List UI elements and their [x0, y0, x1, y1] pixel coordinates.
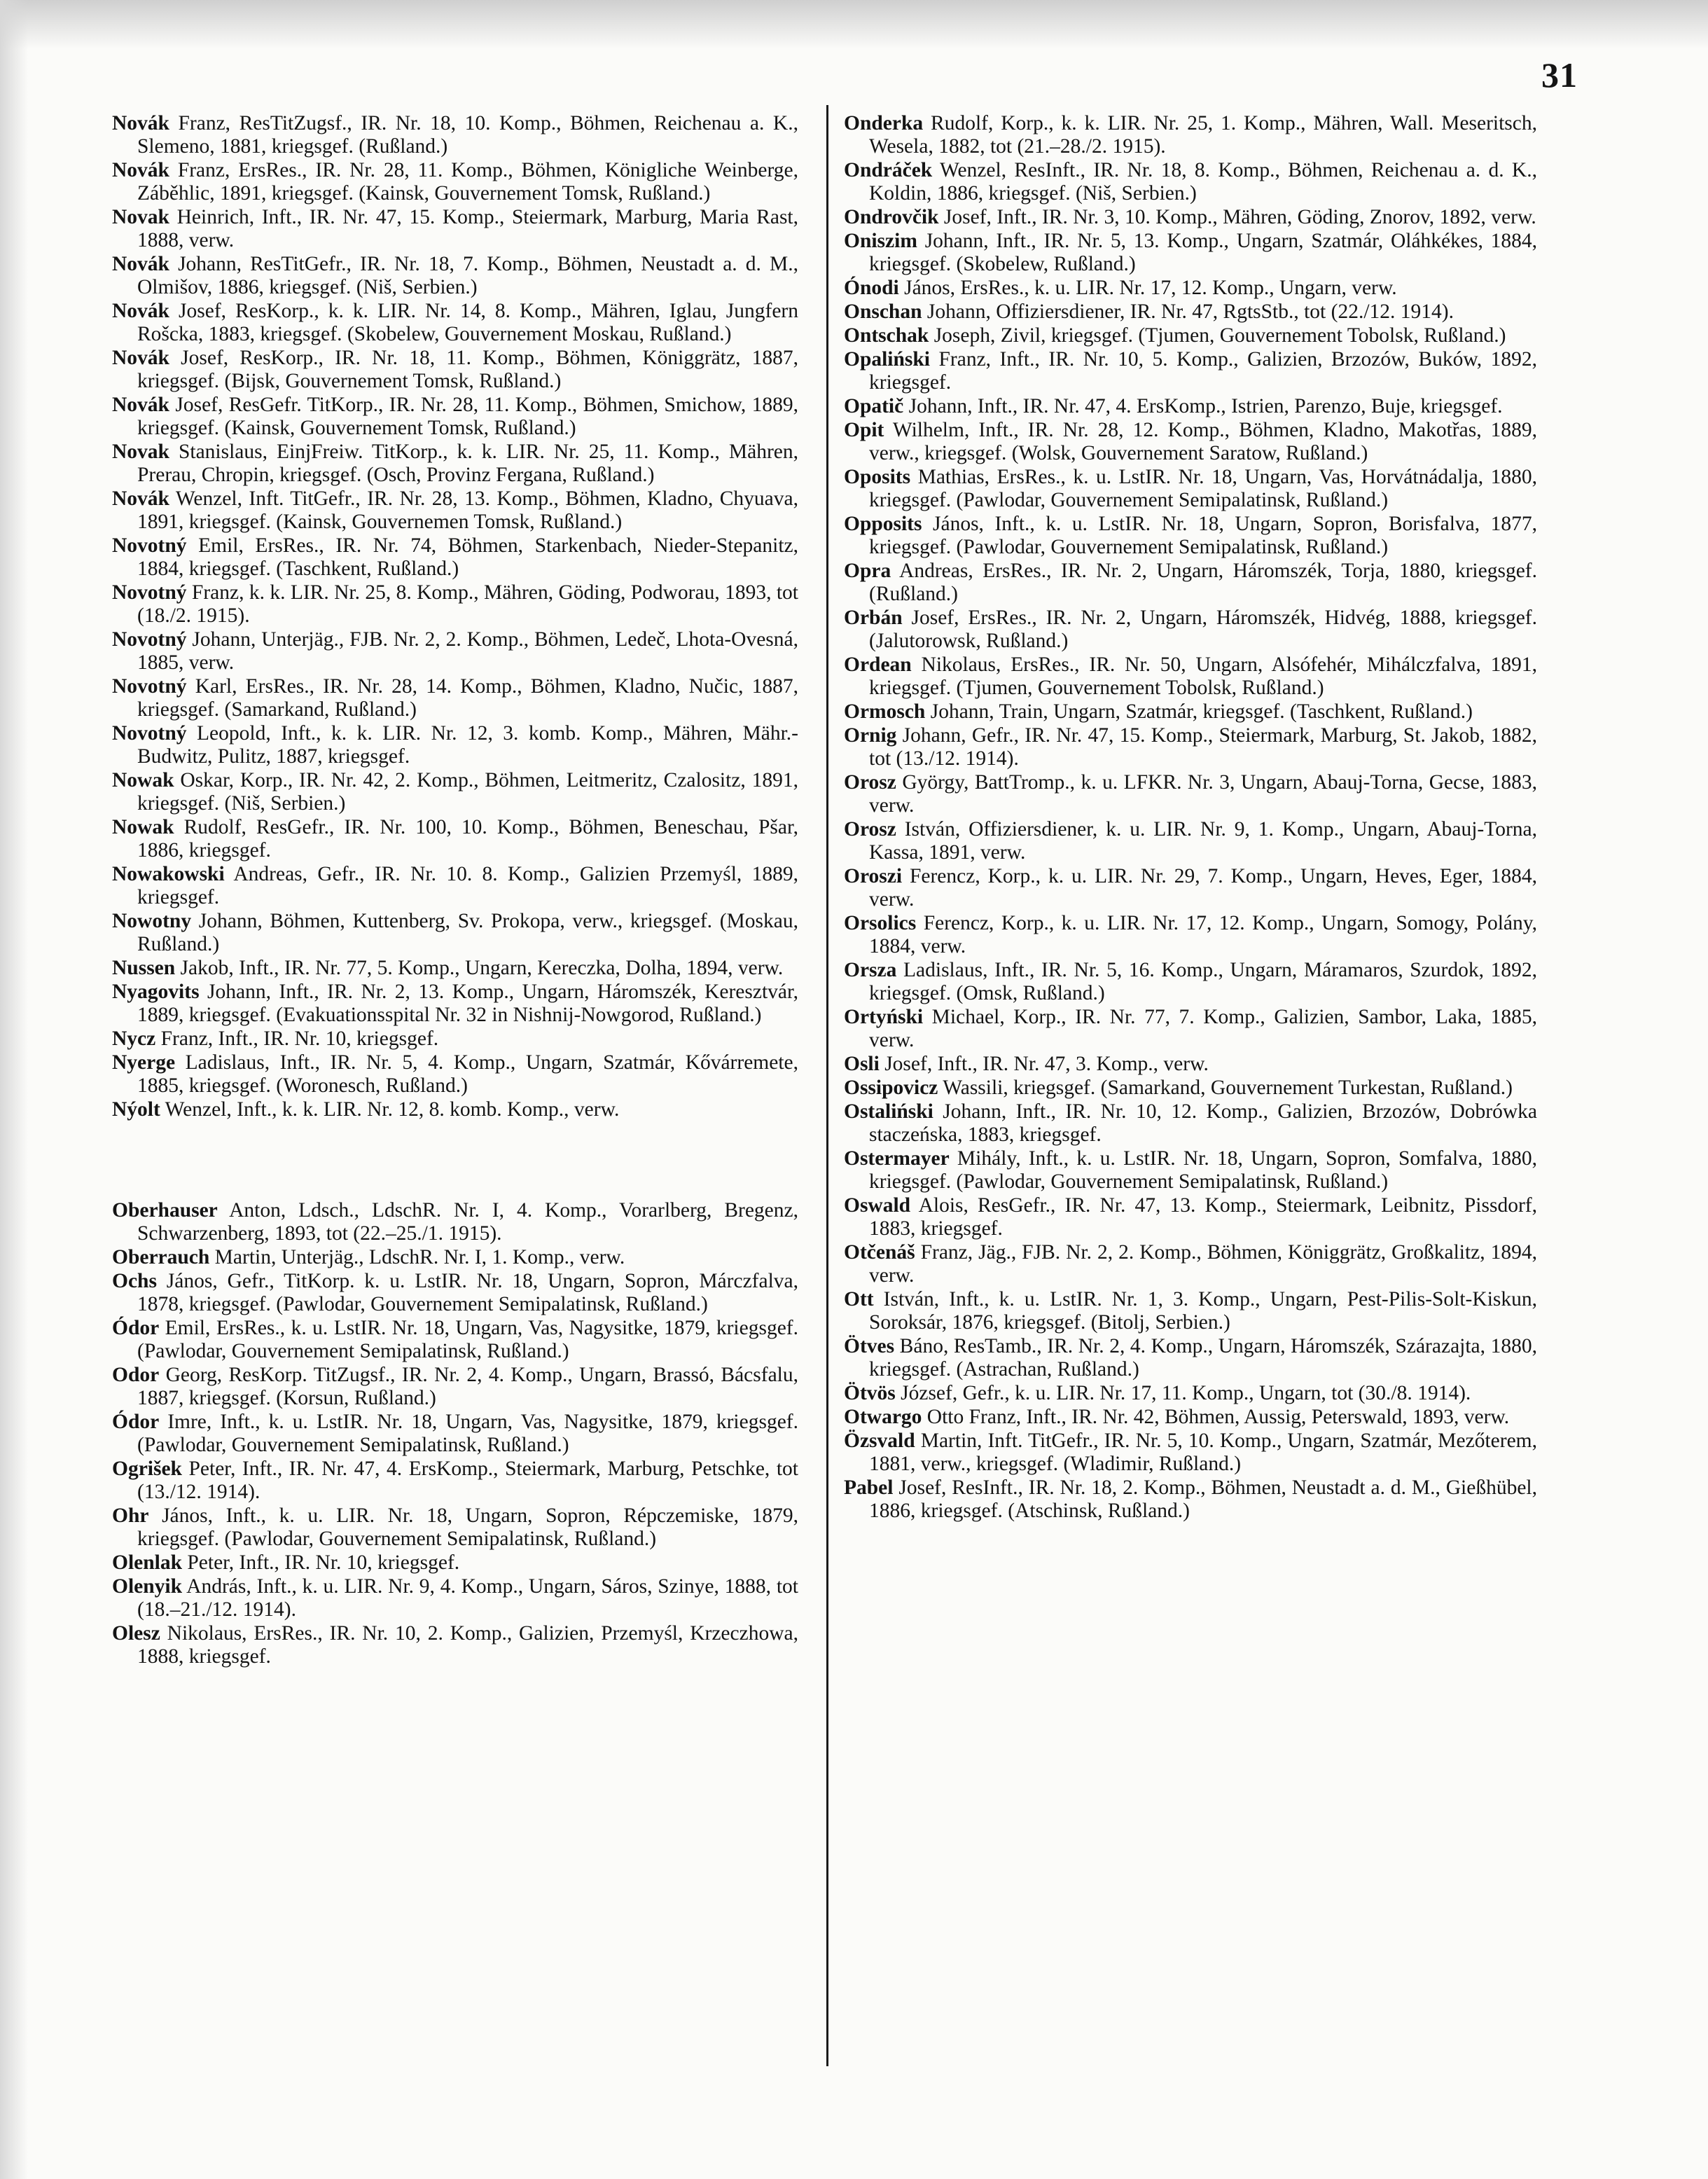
entry-surname: Ötves: [844, 1335, 895, 1357]
entry-surname: Ochs: [112, 1270, 157, 1292]
entry-surname: Ormosch: [844, 700, 926, 723]
entry-details: János, ErsRes., k. u. LIR. Nr. 17, 12. Komp., Ungarn, verw.: [898, 277, 1397, 299]
entry-surname: Onschan: [844, 300, 922, 323]
register-entry: [112, 1458, 798, 1504]
register-entry: [112, 1246, 798, 1269]
entry-surname: Nycz: [112, 1028, 156, 1050]
register-entry: [112, 1317, 798, 1363]
entry-details: Wenzel, Inft. TitGefr., IR. Nr. 28, 13. Komp., Böhmen, Kladno, Chyuava, 1891, kriegsgef. (Kainsk, Gouvernemen Tomsk, Rußland.): [137, 487, 798, 533]
entry-details: Josef, ErsRes., IR. Nr. 2, Ungarn, Háromszék, Hidvég, 1888, kriegsgef. (Jalutorowsk, Rußland.): [869, 607, 1537, 652]
entry-surname: Ódor: [112, 1411, 160, 1433]
entry-surname: Opaliński: [844, 348, 930, 371]
entry-details: Leopold, Inft., k. k. LIR. Nr. 12, 3. komb. Komp., Mähren, Mähr.- Budwitz, Pulitz, 1887, kriegsgef.: [137, 722, 798, 768]
register-entry: [112, 534, 798, 581]
register-entry: [112, 1411, 798, 1457]
entry-details: Emil, ErsRes., k. u. LstIR. Nr. 18, Ungarn, Vas, Nagysitke, 1879, kriegsgef. (Pawlodar, Gouvernement Semipalatinsk, Rußland.): [137, 1317, 798, 1362]
register-entry: [844, 1100, 1537, 1147]
register-entry: [844, 230, 1537, 276]
register-entry: [844, 959, 1537, 1005]
register-entry: [112, 1270, 798, 1316]
entry-details: Josef, Inft., IR. Nr. 3, 10. Komp., Mähren, Göding, Znorov, 1892, verw.: [938, 206, 1536, 228]
register-entry: [844, 818, 1537, 864]
register-entry: [844, 912, 1537, 958]
register-entry: [844, 771, 1537, 817]
entry-surname: Novotný: [112, 722, 187, 745]
register-entry: [112, 1551, 798, 1575]
entry-details: Johann, Train, Ungarn, Szatmár, kriegsgef. (Taschkent, Rußland.): [925, 700, 1473, 723]
register-entry: [844, 466, 1537, 512]
entry-details: Josef, ResGefr. TitKorp., IR. Nr. 28, 11. Komp., Böhmen, Smichow, 1889, kriegsgef. (Kainsk, Gouvernement Tomsk, Rußland.): [137, 394, 798, 439]
entry-details: Wenzel, ResInft., IR. Nr. 18, 8. Komp., Böhmen, Reichenau a. d. K., Koldin, 1886, kriegsgef. (Niš, Serbien.): [869, 159, 1537, 205]
entry-surname: Nowakowski: [112, 863, 225, 885]
register-entry: [844, 1382, 1537, 1405]
entry-details: József, Gefr., k. u. LIR. Nr. 17, 11. Komp., Ungarn, tot (30./8. 1914).: [895, 1382, 1471, 1404]
register-entry: [112, 441, 798, 487]
entry-surname: Novák: [112, 112, 169, 134]
entry-surname: Özsvald: [844, 1430, 915, 1452]
register-entry: [112, 910, 798, 956]
entry-details: Joseph, Zivil, kriegsgef. (Tjumen, Gouvernement Tobolsk, Rußland.): [929, 324, 1506, 347]
entry-details: Josef, ResInft., IR. Nr. 18, 2. Komp., Böhmen, Neustadt a. d. M., Gießhübel, 1886, kriegsgef. (Atschinsk, Rußland.): [869, 1476, 1537, 1522]
entry-surname: Olesz: [112, 1622, 160, 1645]
register-entry: [112, 206, 798, 252]
entry-details: Johann, Offiziersdiener, IR. Nr. 47, RgtsStb., tot (22./12. 1914).: [922, 300, 1454, 323]
entry-details: Mathias, ErsRes., k. u. LstIR. Nr. 18, Ungarn, Vas, Horvátnádalja, 1880, kriegsgef. (Pawlodar, Gouvernement Semipalatinsk, Rußland.): [869, 466, 1537, 511]
entry-surname: Opposits: [844, 513, 922, 535]
page-left-shadow: [0, 0, 28, 2179]
entry-surname: Ordean: [844, 653, 912, 676]
register-entry: [112, 1051, 798, 1098]
entry-surname: Novák: [112, 487, 169, 510]
entry-surname: Osli: [844, 1053, 880, 1075]
entry-details: Franz, Inft., IR. Nr. 10, 5. Komp., Galizien, Brzozów, Buków, 1892, kriegsgef.: [869, 348, 1537, 394]
entry-surname: Oberrauch: [112, 1246, 210, 1268]
entry-surname: Ondrovčik: [844, 206, 939, 228]
register-entry: [844, 865, 1537, 911]
entry-group-n: [112, 112, 798, 1121]
entry-details: János, Inft., k. u. LIR. Nr. 18, Ungarn, Sopron, Répczemiske, 1879, kriegsgef. (Pawlodar, Gouvernement Semipalatinsk, Rußland.): [137, 1504, 798, 1550]
entry-details: Oskar, Korp., IR. Nr. 42, 2. Komp., Böhmen, Leitmeritz, Czalositz, 1891, kriegsgef. (Niš, Serbien.): [137, 769, 798, 815]
entry-details: Johann, Inft., IR. Nr. 47, 4. ErsKomp., Istrien, Parenzo, Buje, kriegsgef.: [903, 395, 1503, 417]
register-entry: [844, 1476, 1537, 1523]
section-gap: [112, 1122, 798, 1199]
register-entry: [844, 1077, 1537, 1100]
entry-surname: Odor: [112, 1364, 160, 1386]
entry-details: Ferencz, Korp., k. u. LIR. Nr. 29, 7. Komp., Ungarn, Heves, Eger, 1884, verw.: [869, 865, 1537, 911]
page-number: 31: [1541, 55, 1578, 95]
entry-surname: Olenlak: [112, 1551, 182, 1574]
register-entry: [112, 1364, 798, 1410]
register-entry: [844, 1147, 1537, 1194]
left-column: [112, 112, 798, 1669]
entry-surname: Ódor: [112, 1317, 160, 1339]
entry-details: Ladislaus, Inft., IR. Nr. 5, 16. Komp., Ungarn, Máramaros, Szurdok, 1892, kriegsgef. (Omsk, Rußland.): [869, 959, 1537, 1004]
entry-details: Wassili, kriegsgef. (Samarkand, Gouvernement Turkestan, Rußland.): [938, 1077, 1513, 1099]
entry-details: Peter, Inft., IR. Nr. 47, 4. ErsKomp., Steiermark, Marburg, Petschke, tot (13./12. 1914).: [137, 1458, 798, 1503]
register-entry: [844, 206, 1537, 229]
register-entry: [844, 1194, 1537, 1240]
entry-surname: Ostermayer: [844, 1147, 950, 1170]
register-entry: [844, 1288, 1537, 1334]
entry-surname: Nowotny: [112, 910, 192, 932]
entry-surname: Ossipovicz: [844, 1077, 938, 1099]
entry-surname: Novotný: [112, 581, 187, 604]
entry-surname: Oroszi: [844, 865, 903, 887]
entry-details: Johann, Inft., IR. Nr. 10, 12. Komp., Galizien, Brzozów, Dobrówka staczeńska, 1883, kriegsgef.: [869, 1100, 1537, 1146]
entry-details: Mihály, Inft., k. u. LstIR. Nr. 18, Ungarn, Sopron, Somfalva, 1880, kriegsgef. (Pawlodar, Gouvernement Semipalatinsk, Rußland.): [869, 1147, 1537, 1193]
entry-surname: Opatič: [844, 395, 904, 417]
entry-details: Martin, Inft. TitGefr., IR. Nr. 5, 10. Komp., Ungarn, Szatmár, Mezőterem, 1881, verw., kriegsgef. (Wladimir, Rußland.): [869, 1430, 1537, 1475]
entry-details: Emil, ErsRes., IR. Nr. 74, Böhmen, Starkenbach, Nieder-Stepanitz, 1884, kriegsgef. (Taschkent, Rußland.): [137, 534, 798, 580]
entry-details: Georg, ResKorp. TitZugsf., IR. Nr. 2, 4. Komp., Ungarn, Brassó, Bácsfalu, 1887, kriegsgef. (Korsun, Rußland.): [137, 1364, 798, 1409]
entry-surname: Opit: [844, 419, 884, 441]
register-entry: [112, 722, 798, 768]
register-entry: [844, 112, 1537, 158]
entry-surname: Novák: [112, 253, 169, 275]
entry-details: Josef, Inft., IR. Nr. 47, 3. Komp., verw.: [879, 1053, 1209, 1075]
register-entry: [112, 628, 798, 675]
entry-surname: Ott: [844, 1288, 874, 1310]
entry-surname: Ónodi: [844, 277, 899, 299]
entry-surname: Orsolics: [844, 912, 917, 934]
register-entry: [112, 1622, 798, 1668]
register-entry: [112, 581, 798, 628]
register-entry: [112, 159, 798, 205]
entry-details: Wilhelm, Inft., IR. Nr. 28, 12. Komp., Böhmen, Kladno, Makotřas, 1889, verw., kriegsgef. (Wolsk, Gouvernement Saratow, Rußland.): [869, 419, 1537, 464]
entry-details: András, Inft., k. u. LIR. Nr. 9, 4. Komp., Ungarn, Sáros, Szinye, 1888, tot (18.–21./12. 1914).: [137, 1575, 798, 1621]
entry-surname: Ondráček: [844, 159, 933, 181]
register-entry: [112, 1028, 798, 1051]
entry-surname: Novotný: [112, 675, 187, 698]
register-entry: [844, 513, 1537, 559]
register-entry: [844, 159, 1537, 205]
register-entry: [112, 487, 798, 534]
entry-surname: Novák: [112, 347, 169, 369]
entry-details: Johann, Inft., IR. Nr. 2, 13. Komp., Ungarn, Háromszék, Keresztvár, 1889, kriegsgef. (Evakuationsspital Nr. 32 in Nishnij-Nowgorod, Rußland.): [137, 981, 798, 1026]
entry-details: Rudolf, Korp., k. k. LIR. Nr. 25, 1. Komp., Mähren, Wall. Meseritsch, Wesela, 1882, tot (21.–28./2. 1915).: [869, 112, 1537, 158]
entry-details: Franz, ErsRes., IR. Nr. 28, 11. Komp., Böhmen, Königliche Weinberge, Záběhlic, 1891, kriegsgef. (Kainsk, Gouvernement Tomsk, Rußland.): [137, 159, 798, 205]
register-entry: [112, 1504, 798, 1551]
entry-details: Josef, ResKorp., IR. Nr. 18, 11. Komp., Böhmen, Königgrätz, 1887, kriegsgef. (Bijsk, Gouvernement Tomsk, Rußland.): [137, 347, 798, 392]
entry-details: Peter, Inft., IR. Nr. 10, kriegsgef.: [182, 1551, 460, 1574]
register-entry: [844, 724, 1537, 770]
entry-surname: Onderka: [844, 112, 924, 134]
entry-surname: Orosz: [844, 818, 896, 841]
entry-surname: Nyerge: [112, 1051, 176, 1074]
register-entry: [844, 1053, 1537, 1076]
entry-details: Andreas, Gefr., IR. Nr. 10. 8. Komp., Galizien Przemyśl, 1889, kriegsgef.: [137, 863, 798, 908]
register-entry: [112, 981, 798, 1027]
entry-details: István, Offiziersdiener, k. u. LIR. Nr. 9, 1. Komp., Ungarn, Abauj-Torna, Kassa, 1891, verw.: [869, 818, 1537, 864]
entry-surname: Nyagovits: [112, 981, 200, 1003]
register-entry: [112, 112, 798, 158]
entry-details: György, BattTromp., k. u. LFKR. Nr. 3, Ungarn, Abauj-Torna, Gecse, 1883, verw.: [869, 771, 1537, 817]
entry-surname: Novak: [112, 206, 169, 228]
entry-surname: Nýolt: [112, 1098, 160, 1121]
entry-surname: Ogrišek: [112, 1458, 182, 1480]
entry-surname: Novak: [112, 441, 169, 463]
entry-surname: Novák: [112, 394, 169, 416]
entry-details: Franz, Jäg., FJB. Nr. 2, 2. Komp., Böhmen, Königgrätz, Großkalitz, 1894, verw.: [869, 1241, 1537, 1287]
entry-details: Wenzel, Inft., k. k. LIR. Nr. 12, 8. komb. Komp., verw.: [160, 1098, 620, 1121]
entry-surname: Nowak: [112, 816, 174, 838]
entry-surname: Ötvös: [844, 1382, 896, 1404]
entry-surname: Ortyński: [844, 1006, 924, 1028]
register-entry: [844, 419, 1537, 465]
entry-surname: Otčenáš: [844, 1241, 915, 1264]
entry-details: Báno, ResTamb., IR. Nr. 2, 4. Komp., Ungarn, Háromszék, Szárazajta, 1880, kriegsgef. (Astrachan, Rußland.): [869, 1335, 1537, 1381]
entry-details: Anton, Ldsch., LdschR. Nr. I, 4. Komp., Vorarlberg, Bregenz, Schwarzenberg, 1893, tot (22.–25./1. 1915).: [137, 1199, 798, 1245]
entry-surname: Ornig: [844, 724, 897, 747]
register-entry: [844, 700, 1537, 724]
entry-group-o: [112, 1199, 798, 1668]
register-entry: [844, 1006, 1537, 1052]
entry-details: Franz, k. k. LIR. Nr. 25, 8. Komp., Mähren, Göding, Podworau, 1893, tot (18./2. 1915).: [137, 581, 798, 627]
entry-surname: Oposits: [844, 466, 911, 488]
entry-details: Rudolf, ResGefr., IR. Nr. 100, 10. Komp., Böhmen, Beneschau, Pšar, 1886, kriegsgef.: [137, 816, 798, 862]
entry-surname: Nowak: [112, 769, 174, 791]
entry-details: István, Inft., k. u. LstIR. Nr. 1, 3. Komp., Ungarn, Pest-Pilis-Solt-Kiskun, Soroksár, 1876, kriegsgef. (Bitolj, Serbien.): [869, 1288, 1537, 1334]
entry-details: Andreas, ErsRes., IR. Nr. 2, Ungarn, Háromszék, Torja, 1880, kriegsgef. (Rußland.): [869, 560, 1537, 605]
entry-details: Michael, Korp., IR. Nr. 77, 7. Komp., Galizien, Sambor, Laka, 1885, verw.: [869, 1006, 1537, 1051]
entry-surname: Olenyik: [112, 1575, 182, 1598]
column-divider: [826, 105, 828, 2066]
entry-details: Heinrich, Inft., IR. Nr. 47, 15. Komp., Steiermark, Marburg, Maria Rast, 1888, verw.: [137, 206, 798, 251]
register-entry: [112, 253, 798, 299]
register-entry: [844, 277, 1537, 300]
register-entry: [112, 1575, 798, 1621]
register-entry: [112, 1098, 798, 1121]
entry-details: Karl, ErsRes., IR. Nr. 28, 14. Komp., Böhmen, Kladno, Nučic, 1887, kriegsgef. (Samarkand, Rußland.): [137, 675, 798, 721]
entry-surname: Orbán: [844, 607, 903, 629]
entry-surname: Ontschak: [844, 324, 929, 347]
register-entry: [844, 1241, 1537, 1287]
entry-details: Johann, ResTitGefr., IR. Nr. 18, 7. Komp., Böhmen, Neustadt a. d. M., Olmišov, 1886, kriegsgef. (Niš, Serbien.): [137, 253, 798, 298]
entry-details: Alois, ResGefr., IR. Nr. 47, 13. Komp., Steiermark, Leibnitz, Pissdorf, 1883, kriegsgef.: [869, 1194, 1537, 1240]
register-entry: [844, 300, 1537, 324]
register-entry: [112, 300, 798, 346]
entry-surname: Pabel: [844, 1476, 894, 1499]
register-entry: [112, 394, 798, 440]
entry-details: Ladislaus, Inft., IR. Nr. 5, 4. Komp., Ungarn, Szatmár, Kővárremete, 1885, kriegsgef. (Woronesch, Rußland.): [137, 1051, 798, 1097]
entry-surname: Novotný: [112, 628, 187, 651]
entry-details: Nikolaus, ErsRes., IR. Nr. 10, 2. Komp., Galizien, Przemyśl, Krzeczhowa, 1888, kriegsgef.: [137, 1622, 798, 1668]
entry-details: Johann, Unterjäg., FJB. Nr. 2, 2. Komp., Böhmen, Ledeč, Lhota-Ovesná, 1885, verw.: [137, 628, 798, 674]
entry-details: Franz, Inft., IR. Nr. 10, kriegsgef.: [155, 1028, 439, 1050]
entry-surname: Ohr: [112, 1504, 149, 1527]
entry-surname: Otwargo: [844, 1406, 922, 1428]
entry-details: Johann, Gefr., IR. Nr. 47, 15. Komp., Steiermark, Marburg, St. Jakob, 1882, tot (13./12. 1914).: [869, 724, 1537, 770]
entry-surname: Opra: [844, 560, 891, 582]
register-entry: [844, 653, 1537, 700]
entry-surname: Novák: [112, 159, 169, 181]
register-entry: [112, 769, 798, 815]
register-entry: [844, 348, 1537, 394]
entry-surname: Oswald: [844, 1194, 911, 1217]
entry-details: Johann, Inft., IR. Nr. 5, 13. Komp., Ungarn, Szatmár, Oláhkékes, 1884, kriegsgef. (Skobelew, Rußland.): [869, 230, 1537, 275]
entry-surname: Oberhauser: [112, 1199, 218, 1222]
register-entry: [844, 324, 1537, 347]
entry-details: Ferencz, Korp., k. u. LIR. Nr. 17, 12. Komp., Ungarn, Somogy, Polány, 1884, verw.: [869, 912, 1537, 957]
entry-surname: Novák: [112, 300, 169, 322]
entry-surname: Ostaliński: [844, 1100, 933, 1123]
entry-details: Jakob, Inft., IR. Nr. 77, 5. Komp., Ungarn, Kereczka, Dolha, 1894, verw.: [175, 957, 784, 979]
entry-details: Martin, Unterjäg., LdschR. Nr. I, 1. Komp., verw.: [209, 1246, 625, 1268]
register-entry: [112, 675, 798, 721]
entry-details: Nikolaus, ErsRes., IR. Nr. 50, Ungarn, Alsófehér, Mihálczfalva, 1891, kriegsgef. (Tjumen, Gouvernement Tobolsk, Rußland.): [869, 653, 1537, 699]
entry-details: Johann, Böhmen, Kuttenberg, Sv. Prokopa, verw., kriegsgef. (Moskau, Rußland.): [137, 910, 798, 955]
entry-details: Franz, ResTitZugsf., IR. Nr. 18, 10. Komp., Böhmen, Reichenau a. K., Slemeno, 1881, kriegsgef. (Rußland.): [137, 112, 798, 158]
entry-details: Otto Franz, Inft., IR. Nr. 42, Böhmen, Aussig, Peterswald, 1893, verw.: [922, 1406, 1510, 1428]
right-column: [844, 112, 1537, 1523]
register-entry: [844, 1406, 1537, 1429]
entry-surname: Orsza: [844, 959, 897, 981]
entry-surname: Orosz: [844, 771, 896, 794]
register-entry: [844, 395, 1537, 418]
entry-surname: Nussen: [112, 957, 176, 979]
entry-details: Imre, Inft., k. u. LstIR. Nr. 18, Ungarn, Vas, Nagysitke, 1879, kriegsgef. (Pawlodar, Gouvernement Semipalatinsk, Rußland.): [137, 1411, 798, 1456]
register-entry: [844, 1430, 1537, 1476]
entry-surname: Oniszim: [844, 230, 917, 252]
register-entry: [112, 957, 798, 980]
register-entry: [112, 347, 798, 393]
page-top-shadow: [0, 0, 1708, 49]
register-entry: [112, 816, 798, 862]
entry-details: Stanislaus, EinjFreiw. TitKorp., k. k. LIR. Nr. 25, 11. Komp., Mähren, Prerau, Chropin, kriegsgef. (Osch, Provinz Fergana, Rußland.): [137, 441, 798, 486]
register-entry: [844, 560, 1537, 606]
entry-surname: Novotný: [112, 534, 187, 557]
entry-details: János, Gefr., TitKorp. k. u. LstIR. Nr. 18, Ungarn, Sopron, Márczfalva, 1878, kriegsgef. (Pawlodar, Gouvernement Semipalatinsk, Rußland.): [137, 1270, 798, 1315]
register-entry: [844, 607, 1537, 653]
register-entry: [112, 863, 798, 909]
register-entry: [844, 1335, 1537, 1381]
entry-group-o-p: [844, 112, 1537, 1523]
entry-details: Josef, ResKorp., k. k. LIR. Nr. 14, 8. Komp., Mähren, Iglau, Jungfern Rošcka, 1883, kriegsgef. (Skobelew, Gouvernement Moskau, Rußland.): [137, 300, 798, 345]
entry-details: János, Inft., k. u. LstIR. Nr. 18, Ungarn, Sopron, Borisfalva, 1877, kriegsgef. (Pawlodar, Gouvernement Semipalatinsk, Rußland.): [869, 513, 1537, 558]
register-entry: [112, 1199, 798, 1245]
